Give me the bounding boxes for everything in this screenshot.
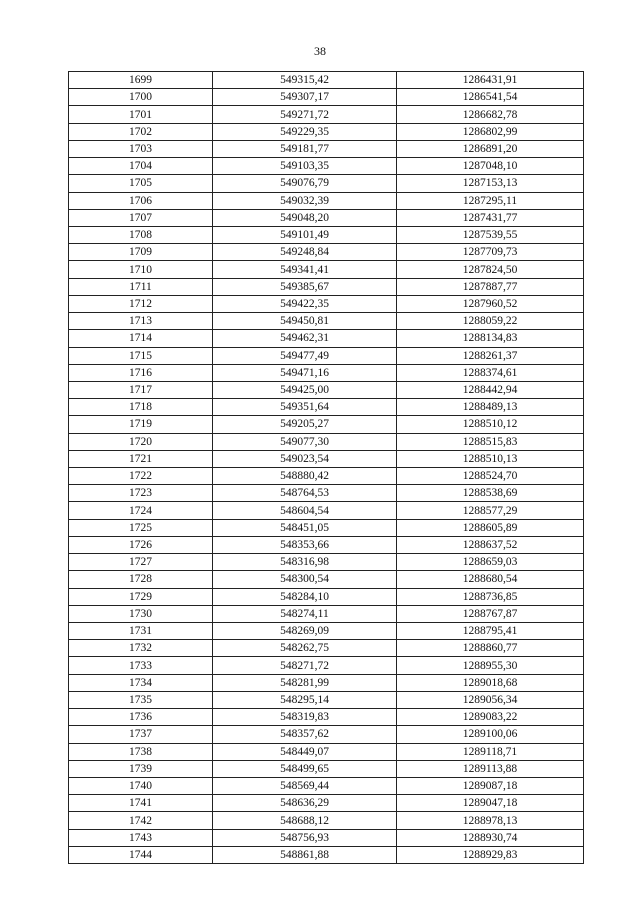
table-row (69, 554, 584, 571)
point-number-cell: 1700 (69, 89, 213, 106)
table-row (69, 72, 584, 89)
point-number-cell: 1744 (69, 846, 213, 863)
table-row (69, 812, 584, 829)
y-coordinate-cell: 1288442,94 (397, 381, 584, 398)
point-number-cell: 1711 (69, 278, 213, 295)
point-number-cell: 1726 (69, 536, 213, 553)
y-coordinate-cell: 1288659,03 (397, 554, 584, 571)
point-number-cell: 1737 (69, 726, 213, 743)
table-row (69, 381, 584, 398)
x-coordinate-cell: 549076,79 (213, 175, 397, 192)
coordinates-table (68, 71, 584, 864)
x-coordinate-cell: 549181,77 (213, 140, 397, 157)
point-number-cell: 1727 (69, 554, 213, 571)
x-coordinate-cell: 549101,49 (213, 226, 397, 243)
y-coordinate-cell: 1289056,34 (397, 691, 584, 708)
x-coordinate-cell: 548274,11 (213, 605, 397, 622)
table-row (69, 450, 584, 467)
table-row (69, 743, 584, 760)
point-number-cell: 1717 (69, 381, 213, 398)
y-coordinate-cell: 1286431,91 (397, 72, 584, 89)
point-number-cell: 1730 (69, 605, 213, 622)
point-number-cell: 1712 (69, 295, 213, 312)
x-coordinate-cell: 549205,27 (213, 416, 397, 433)
x-coordinate-cell: 549032,39 (213, 192, 397, 209)
point-number-cell: 1714 (69, 330, 213, 347)
point-number-cell: 1741 (69, 795, 213, 812)
y-coordinate-cell: 1286802,99 (397, 123, 584, 140)
point-number-cell: 1739 (69, 760, 213, 777)
table-row (69, 588, 584, 605)
x-coordinate-cell: 548764,53 (213, 485, 397, 502)
y-coordinate-cell: 1289100,06 (397, 726, 584, 743)
y-coordinate-cell: 1288767,87 (397, 605, 584, 622)
y-coordinate-cell: 1286682,78 (397, 106, 584, 123)
point-number-cell: 1729 (69, 588, 213, 605)
table-row (69, 485, 584, 502)
table-row (69, 244, 584, 261)
x-coordinate-cell: 549462,31 (213, 330, 397, 347)
x-coordinate-cell: 549048,20 (213, 209, 397, 226)
table-row (69, 89, 584, 106)
point-number-cell: 1743 (69, 829, 213, 846)
point-number-cell: 1701 (69, 106, 213, 123)
table-row (69, 829, 584, 846)
x-coordinate-cell: 549477,49 (213, 347, 397, 364)
y-coordinate-cell: 1289083,22 (397, 709, 584, 726)
y-coordinate-cell: 1289087,18 (397, 777, 584, 794)
table-row (69, 605, 584, 622)
y-coordinate-cell: 1288860,77 (397, 640, 584, 657)
table-row (69, 123, 584, 140)
point-number-cell: 1722 (69, 468, 213, 485)
x-coordinate-cell: 549023,54 (213, 450, 397, 467)
table-row (69, 278, 584, 295)
table-row (69, 519, 584, 536)
point-number-cell: 1736 (69, 709, 213, 726)
y-coordinate-cell: 1287153,13 (397, 175, 584, 192)
x-coordinate-cell: 549471,16 (213, 364, 397, 381)
y-coordinate-cell: 1288489,13 (397, 399, 584, 416)
table-row (69, 846, 584, 863)
table-row (69, 140, 584, 157)
point-number-cell: 1715 (69, 347, 213, 364)
x-coordinate-cell: 548295,14 (213, 691, 397, 708)
x-coordinate-cell: 549271,72 (213, 106, 397, 123)
y-coordinate-cell: 1287960,52 (397, 295, 584, 312)
y-coordinate-cell: 1288929,83 (397, 846, 584, 863)
point-number-cell: 1723 (69, 485, 213, 502)
table-row (69, 399, 584, 416)
x-coordinate-cell: 548451,05 (213, 519, 397, 536)
point-number-cell: 1731 (69, 623, 213, 640)
x-coordinate-cell: 548880,42 (213, 468, 397, 485)
point-number-cell: 1738 (69, 743, 213, 760)
point-number-cell: 1708 (69, 226, 213, 243)
x-coordinate-cell: 548756,93 (213, 829, 397, 846)
x-coordinate-cell: 549315,42 (213, 72, 397, 89)
y-coordinate-cell: 1288637,52 (397, 536, 584, 553)
table-row (69, 416, 584, 433)
y-coordinate-cell: 1288524,70 (397, 468, 584, 485)
y-coordinate-cell: 1287824,50 (397, 261, 584, 278)
point-number-cell: 1719 (69, 416, 213, 433)
y-coordinate-cell: 1288577,29 (397, 502, 584, 519)
y-coordinate-cell: 1287048,10 (397, 158, 584, 175)
table-row (69, 330, 584, 347)
x-coordinate-cell: 549248,84 (213, 244, 397, 261)
table-row (69, 777, 584, 794)
table-row (69, 192, 584, 209)
point-number-cell: 1720 (69, 433, 213, 450)
table-row (69, 226, 584, 243)
x-coordinate-cell: 548262,75 (213, 640, 397, 657)
point-number-cell: 1703 (69, 140, 213, 157)
table-row (69, 674, 584, 691)
point-number-cell: 1721 (69, 450, 213, 467)
y-coordinate-cell: 1288510,12 (397, 416, 584, 433)
table-row (69, 158, 584, 175)
y-coordinate-cell: 1288510,13 (397, 450, 584, 467)
x-coordinate-cell: 548319,83 (213, 709, 397, 726)
point-number-cell: 1706 (69, 192, 213, 209)
x-coordinate-cell: 548604,54 (213, 502, 397, 519)
x-coordinate-cell: 549425,00 (213, 381, 397, 398)
point-number-cell: 1710 (69, 261, 213, 278)
y-coordinate-cell: 1288795,41 (397, 623, 584, 640)
x-coordinate-cell: 548316,98 (213, 554, 397, 571)
point-number-cell: 1733 (69, 657, 213, 674)
table-row (69, 536, 584, 553)
point-number-cell: 1735 (69, 691, 213, 708)
table-row (69, 795, 584, 812)
point-number-cell: 1725 (69, 519, 213, 536)
y-coordinate-cell: 1289018,68 (397, 674, 584, 691)
x-coordinate-cell: 548284,10 (213, 588, 397, 605)
table-row (69, 106, 584, 123)
x-coordinate-cell: 548569,44 (213, 777, 397, 794)
x-coordinate-cell: 549422,35 (213, 295, 397, 312)
y-coordinate-cell: 1286541,54 (397, 89, 584, 106)
x-coordinate-cell: 548861,88 (213, 846, 397, 863)
table-row (69, 468, 584, 485)
point-number-cell: 1705 (69, 175, 213, 192)
y-coordinate-cell: 1288736,85 (397, 588, 584, 605)
x-coordinate-cell: 549351,64 (213, 399, 397, 416)
x-coordinate-cell: 549307,17 (213, 89, 397, 106)
point-number-cell: 1728 (69, 571, 213, 588)
x-coordinate-cell: 548449,07 (213, 743, 397, 760)
y-coordinate-cell: 1288680,54 (397, 571, 584, 588)
x-coordinate-cell: 548271,72 (213, 657, 397, 674)
point-number-cell: 1734 (69, 674, 213, 691)
y-coordinate-cell: 1288538,69 (397, 485, 584, 502)
coordinates-table-body (69, 72, 584, 864)
table-row (69, 175, 584, 192)
table-row (69, 623, 584, 640)
y-coordinate-cell: 1287709,73 (397, 244, 584, 261)
page-number: 38 (314, 44, 326, 58)
table-row (69, 760, 584, 777)
point-number-cell: 1709 (69, 244, 213, 261)
x-coordinate-cell: 549341,41 (213, 261, 397, 278)
point-number-cell: 1704 (69, 158, 213, 175)
table-row (69, 347, 584, 364)
y-coordinate-cell: 1288978,13 (397, 812, 584, 829)
y-coordinate-cell: 1288374,61 (397, 364, 584, 381)
point-number-cell: 1740 (69, 777, 213, 794)
table-row (69, 571, 584, 588)
point-number-cell: 1707 (69, 209, 213, 226)
x-coordinate-cell: 549450,81 (213, 313, 397, 330)
point-number-cell: 1713 (69, 313, 213, 330)
x-coordinate-cell: 548636,29 (213, 795, 397, 812)
x-coordinate-cell: 548353,66 (213, 536, 397, 553)
point-number-cell: 1702 (69, 123, 213, 140)
y-coordinate-cell: 1287295,11 (397, 192, 584, 209)
y-coordinate-cell: 1288605,89 (397, 519, 584, 536)
y-coordinate-cell: 1288515,83 (397, 433, 584, 450)
x-coordinate-cell: 548281,99 (213, 674, 397, 691)
y-coordinate-cell: 1287431,77 (397, 209, 584, 226)
table-row (69, 502, 584, 519)
x-coordinate-cell: 549103,35 (213, 158, 397, 175)
point-number-cell: 1724 (69, 502, 213, 519)
x-coordinate-cell: 549077,30 (213, 433, 397, 450)
y-coordinate-cell: 1289118,71 (397, 743, 584, 760)
table-row (69, 709, 584, 726)
point-number-cell: 1718 (69, 399, 213, 416)
x-coordinate-cell: 548688,12 (213, 812, 397, 829)
y-coordinate-cell: 1289047,18 (397, 795, 584, 812)
table-row (69, 657, 584, 674)
point-number-cell: 1699 (69, 72, 213, 89)
y-coordinate-cell: 1288930,74 (397, 829, 584, 846)
table-row (69, 691, 584, 708)
x-coordinate-cell: 548269,09 (213, 623, 397, 640)
y-coordinate-cell: 1289113,88 (397, 760, 584, 777)
point-number-cell: 1742 (69, 812, 213, 829)
point-number-cell: 1716 (69, 364, 213, 381)
y-coordinate-cell: 1287887,77 (397, 278, 584, 295)
table-row (69, 313, 584, 330)
point-number-cell: 1732 (69, 640, 213, 657)
table-row (69, 640, 584, 657)
y-coordinate-cell: 1288955,30 (397, 657, 584, 674)
x-coordinate-cell: 548300,54 (213, 571, 397, 588)
y-coordinate-cell: 1286891,20 (397, 140, 584, 157)
table-row (69, 261, 584, 278)
table-row (69, 209, 584, 226)
y-coordinate-cell: 1288059,22 (397, 313, 584, 330)
y-coordinate-cell: 1288134,83 (397, 330, 584, 347)
table-row (69, 433, 584, 450)
table-row (69, 726, 584, 743)
table-row (69, 364, 584, 381)
x-coordinate-cell: 549229,35 (213, 123, 397, 140)
x-coordinate-cell: 548499,65 (213, 760, 397, 777)
y-coordinate-cell: 1288261,37 (397, 347, 584, 364)
table-row (69, 295, 584, 312)
x-coordinate-cell: 548357,62 (213, 726, 397, 743)
y-coordinate-cell: 1287539,55 (397, 226, 584, 243)
x-coordinate-cell: 549385,67 (213, 278, 397, 295)
